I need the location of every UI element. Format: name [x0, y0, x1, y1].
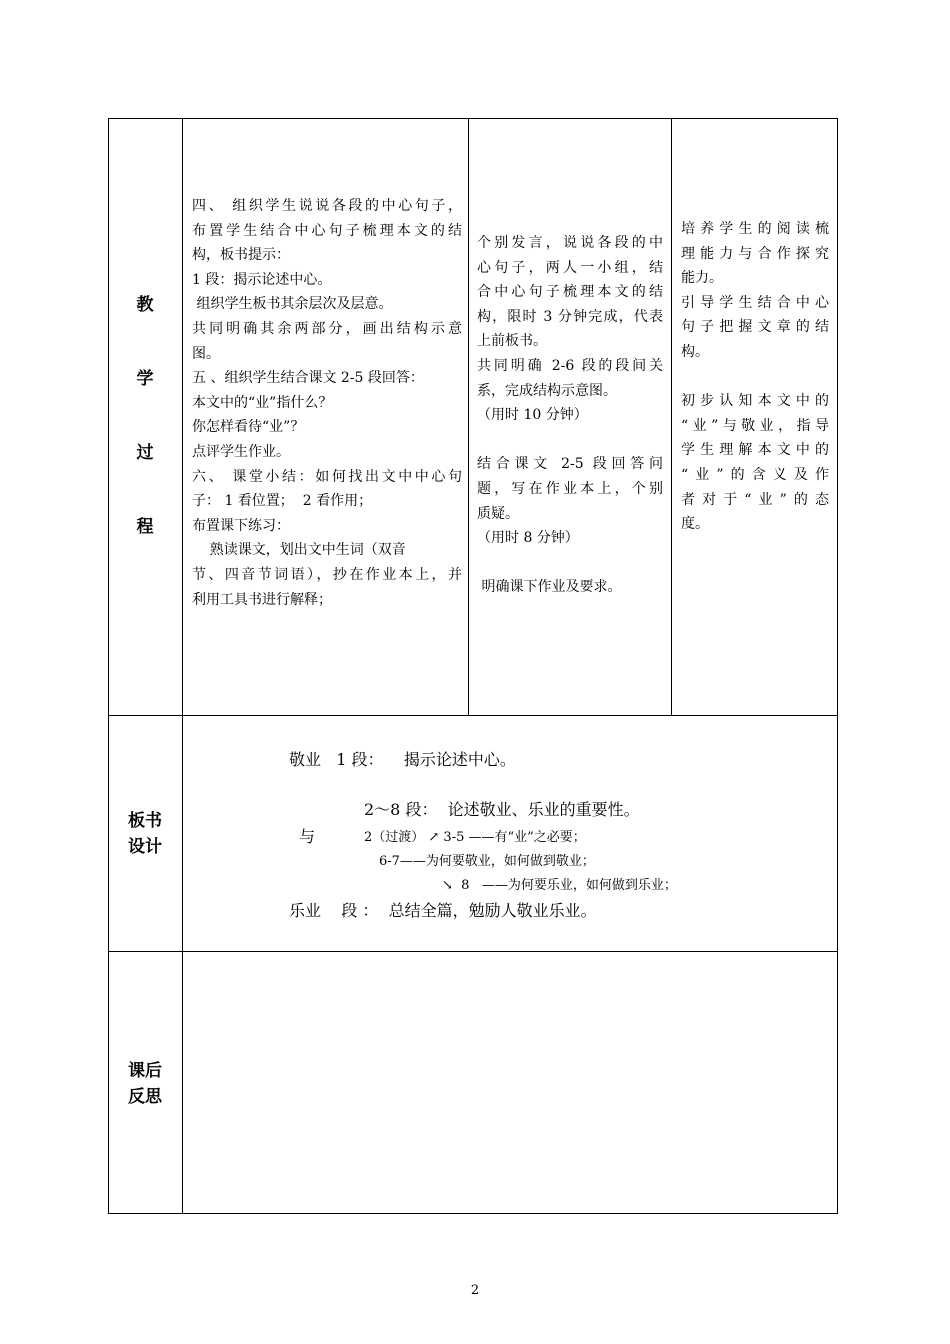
student-line: 合中心句子梳理本文的结	[477, 284, 663, 301]
process-label-char: 学	[136, 369, 154, 389]
student-line: （用时 8 分钟）	[477, 530, 579, 547]
intent-line: 引导学生结合中心	[681, 294, 829, 311]
student-line: 共同明确 2-6 段的段间关	[477, 357, 663, 374]
board-line-jingye-why: 6-7——为何要敬业，如何做到敬业；	[379, 854, 595, 869]
student-intent-divider	[671, 118, 672, 716]
intent-line: 句子把握文章的结	[681, 319, 829, 336]
teacher-line: 利用工具书进行解释；	[192, 591, 332, 608]
intent-line: “业”与敬业，指导	[681, 417, 829, 434]
reflection-cell[interactable]	[183, 952, 837, 1213]
board-row-label	[108, 808, 182, 860]
teacher-line: 布置课下练习：	[192, 517, 290, 534]
intent-line	[681, 365, 829, 390]
teacher-line: 你怎样看待“业”？	[192, 419, 305, 436]
row-divider-process-board	[108, 715, 838, 716]
board-line-jingye: 敬业 1 段： 揭示论述中心。	[289, 750, 516, 769]
board-line-transition: 2（过渡） ↗ 3-5 ——有“业”之必要；	[364, 830, 586, 845]
teacher-line: 六、 课堂小结：如何找出文中中心句	[192, 468, 462, 485]
intent-line: 初步认知本文中的	[681, 393, 829, 410]
student-line: （用时 10 分钟）	[477, 407, 588, 424]
teacher-activity-cell	[192, 194, 462, 612]
table-border-bottom	[108, 1213, 838, 1214]
student-line: 明确课下作业及要求。	[477, 579, 622, 596]
intent-line: 构。	[681, 343, 709, 360]
table-border-top	[108, 118, 838, 119]
intent-line: “业”的含义及作	[681, 466, 829, 483]
student-line: 题，写在作业本上，个别	[477, 480, 663, 497]
student-line: 个别发言，说说各段的中	[477, 235, 663, 251]
teacher-line: 共同明确其余两部分，画出结构示意	[192, 320, 462, 337]
intent-line: 能力。	[681, 270, 723, 287]
teacher-line: 构，板书提示：	[192, 247, 290, 264]
teacher-line: 1 段：揭示论述中心。	[192, 271, 332, 288]
teacher-student-divider	[468, 118, 469, 716]
teacher-line: 四、 组织学生说说各段的中心句子，	[192, 198, 462, 214]
intent-line: 理能力与合作探究	[681, 245, 829, 262]
teacher-line: 布置学生结合中心句子梳理本文的结	[192, 222, 462, 239]
teacher-line: 五 、组织学生结合课文 2-5 段回答：	[192, 370, 424, 387]
reflection-label-line: 课后	[128, 1061, 162, 1081]
teacher-line: 组织学生板书其余层次及层意。	[192, 296, 393, 313]
board-label-line: 板书	[128, 811, 162, 831]
process-row-label	[108, 268, 182, 564]
intent-line: 培养学生的阅读梳	[681, 221, 829, 237]
board-line-leye: 乐业 段 ： 总结全篇，勉励人敬业乐业。	[289, 901, 597, 920]
teacher-line: 本文中的“业”指什么？	[192, 394, 333, 411]
teacher-line: 熟读课文，划出文中生词（双音	[192, 542, 406, 559]
board-line-importance: 2～8 段： 论述敬业、乐业的重要性。	[364, 800, 640, 819]
intent-line: 度。	[681, 516, 709, 533]
teacher-line: 节、四音节词语），抄在作业本上，并	[192, 566, 462, 583]
page-number: 2	[470, 1283, 480, 1298]
student-line: 上前板书。	[477, 333, 547, 350]
student-line: 心句子，两人一小组，结	[477, 259, 663, 276]
board-label-line: 设计	[128, 837, 162, 857]
student-line: 结合课文 2-5 段回答问	[477, 456, 663, 473]
student-line: 系，完成结构示意图。	[477, 382, 617, 399]
teacher-line: 图。	[192, 345, 220, 362]
teacher-line: 子： 1 看位置； 2 看作用；	[192, 493, 373, 510]
student-line	[477, 551, 663, 576]
process-label-char: 过	[136, 443, 154, 463]
student-activity-cell	[477, 231, 663, 600]
intent-line: 学生理解本文中的	[681, 442, 829, 459]
teacher-line: 点评学生作业。	[192, 443, 290, 460]
board-line-leye-why: ↘ 8 ——为何要乐业，如何做到乐业；	[442, 878, 677, 893]
table-border-right	[837, 118, 838, 1214]
design-intent-cell	[681, 217, 829, 537]
student-line	[477, 428, 663, 453]
student-line: 质疑。	[477, 505, 519, 522]
student-line: 构，限时 3 分钟完成，代表	[477, 308, 663, 325]
board-line-yu: 与	[299, 827, 316, 846]
intent-line: 者对于“业”的态	[681, 491, 829, 508]
reflection-label-line: 反思	[128, 1087, 162, 1107]
process-label-char: 程	[136, 517, 154, 537]
process-label-char: 教	[136, 295, 154, 315]
reflection-row-label	[108, 1058, 182, 1110]
